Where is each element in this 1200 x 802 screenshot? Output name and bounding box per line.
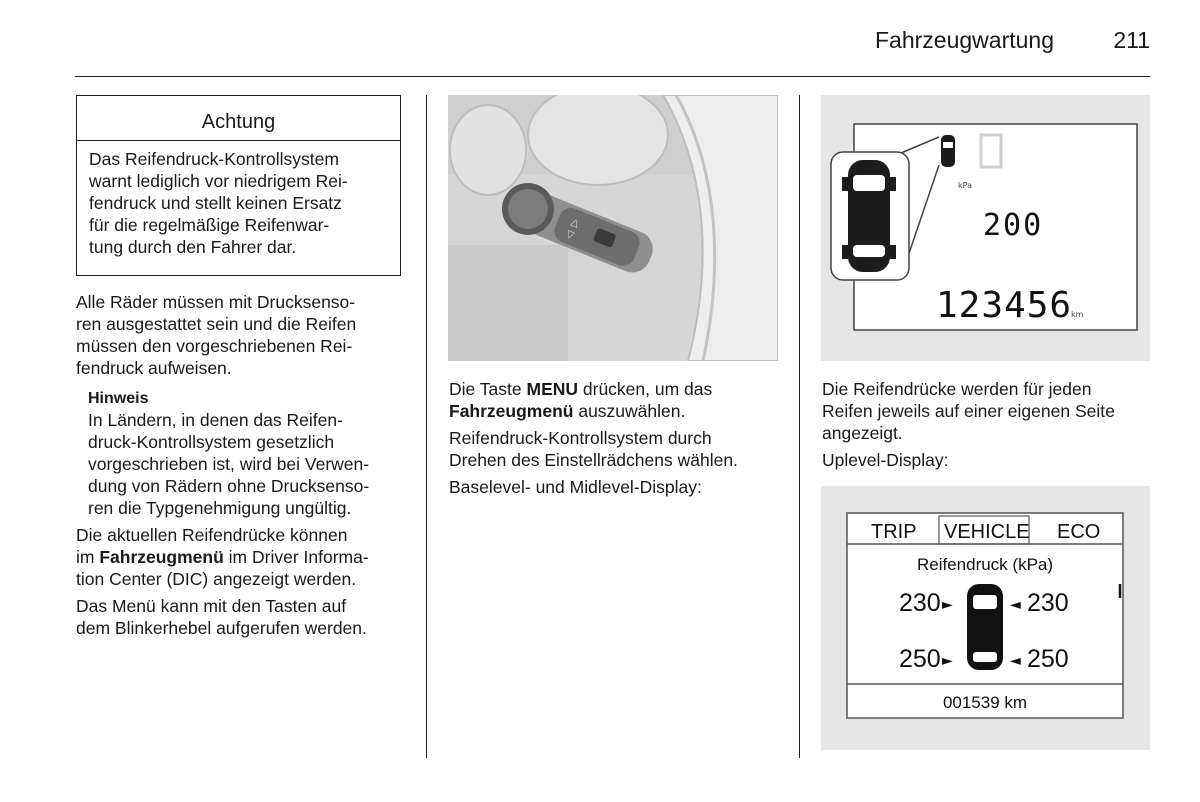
baselevel-display-figure xyxy=(821,95,1150,361)
arrow-left-icon: ◄ xyxy=(1010,597,1021,613)
odometer-value: 123456 xyxy=(936,285,1073,326)
arrow-right-icon: ► xyxy=(942,653,953,669)
tab-eco: ECO xyxy=(1057,521,1101,543)
pressure-value: 200 xyxy=(983,208,1044,243)
arrow-right-icon: ► xyxy=(942,597,953,613)
uplevel-odometer: 001539 km xyxy=(942,693,1028,712)
uplevel-display-figure xyxy=(821,486,1150,750)
tire-rear-left: 250 xyxy=(899,645,941,673)
page-number: 211 xyxy=(1113,27,1150,53)
note-box xyxy=(88,389,416,519)
warning-box xyxy=(76,95,401,276)
warning-title: Achtung xyxy=(77,96,400,141)
text: drücken, um das xyxy=(582,379,713,399)
display-title: Reifendruck (kPa) xyxy=(916,555,1054,574)
note-title: Hinweis xyxy=(88,390,149,407)
note-text: In Ländern, in denen das Reifen- druck-Kontrollsystem gesetzlich vorgeschrieben ist, wird bei Verwen- dung von Rädern ohne Drucksenso- ren die Typgenehmigung ungültig. xyxy=(88,410,370,518)
bold-term: MENU xyxy=(526,379,579,399)
section-title: Fahrzeugwartung xyxy=(875,27,1054,53)
bold-term: Fahrzeugmenü xyxy=(449,401,574,421)
paragraph: Uplevel-Display: xyxy=(822,450,949,470)
paragraph: Reifendruck-Kontrollsystem durch Drehen des Einstellrädchens wählen. xyxy=(449,428,738,470)
lever-illustration xyxy=(448,95,778,361)
arrow-left-icon: ◄ xyxy=(1010,653,1021,669)
tire-rear-right: 250 xyxy=(1027,645,1069,673)
column-3 xyxy=(822,378,1162,476)
tab-trip: TRIP xyxy=(871,521,917,543)
text: im Driver Informa- tion Center (DIC) angezeigt werden. xyxy=(76,547,369,589)
text: Die aktuellen Reifendrücke können im xyxy=(76,525,348,567)
tab-vehicle: VEHICLE xyxy=(944,521,1030,543)
svg-text:▽: ▽ xyxy=(564,228,576,242)
column-1 xyxy=(76,291,416,644)
bold-term: Fahrzeugmenü xyxy=(99,547,224,567)
paragraph: Baselevel- und Midlevel-Display: xyxy=(449,477,702,497)
baselevel-display-illustration xyxy=(821,95,1150,361)
svg-text:△: △ xyxy=(569,216,581,230)
text: auszuwählen. xyxy=(573,401,686,421)
warning-text: Das Reifendruck-Kontrollsystem warnt lediglich vor niedrigem Rei- fendruck und stellt keinen Ersatz für die regelmäßige Reifenwar- tung durch den Fahrer dar. xyxy=(89,149,348,257)
column-2 xyxy=(449,378,789,503)
uplevel-display-illustration xyxy=(821,486,1150,750)
paragraph xyxy=(449,378,789,422)
tire-front-right: 230 xyxy=(1027,589,1069,617)
paragraph: Das Menü kann mit den Tasten auf dem Blinkerhebel aufgerufen werden. xyxy=(76,596,367,638)
pressure-unit: kPa xyxy=(958,181,972,190)
paragraph: Die Reifendrücke werden für jeden Reifen jeweils auf einer eigenen Seite angezeigt. xyxy=(822,379,1115,443)
page-header xyxy=(75,0,1150,77)
odometer-unit: km xyxy=(1071,310,1084,319)
text: Die Taste xyxy=(449,379,527,399)
column-divider xyxy=(426,95,427,758)
column-divider xyxy=(799,95,800,758)
turn-signal-lever-figure xyxy=(448,95,778,361)
paragraph xyxy=(76,524,416,590)
tire-front-left: 230 xyxy=(899,589,941,617)
paragraph: Alle Räder müssen mit Drucksenso- ren ausgestattet sein und die Reifen müssen den vorgeschriebenen Rei- fendruck aufweisen. xyxy=(76,292,357,378)
